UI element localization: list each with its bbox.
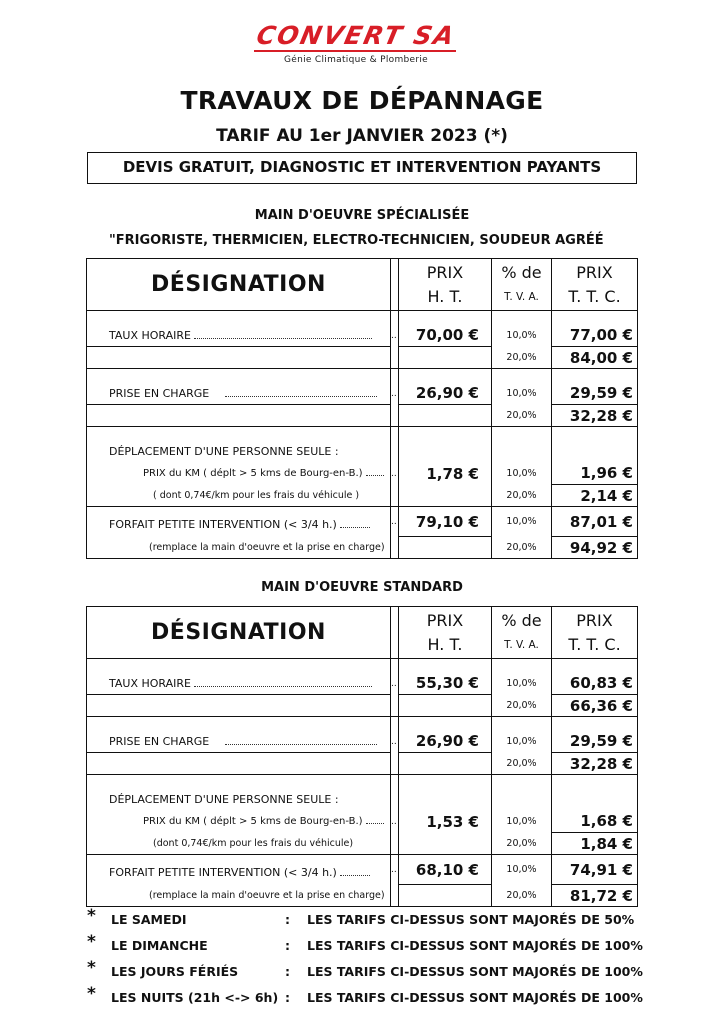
asterisk-icon: * [87,932,96,952]
row-label: FORFAIT PETITE INTERVENTION (< 3/4 h.) [109,866,337,880]
row-sublabel: PRIX du KM ( déplt > 5 kms de Bourg-en-B.) [143,468,363,479]
note-text: LES TARIFS CI-DESSUS SONT MAJORÉS DE 100% [307,938,643,953]
price-ht: 26,90 € [399,383,492,405]
price-ht: 1,78 € [399,463,492,485]
note-text: LES TARIFS CI-DESSUS SONT MAJORÉS DE 100% [307,964,643,979]
pct-header: % de [501,610,542,630]
tva-rate: 20,0% [492,753,552,775]
page-subtitle: TARIF AU 1er JANVIER 2023 (*) [216,126,508,146]
row-note: (remplace la main d'oeuvre et la prise en charge) [87,885,391,907]
row-note: ( dont 0,74€/km pour les frais du véhicule ) [87,485,391,507]
logo-wordmark: CONVERT SA [253,21,459,50]
table-row: PRIX du KM ( déplt > 5 kms de Bourg-en-B.) .. 1,53 € 10,0% 1,68 € [87,811,638,833]
price-ttc: 2,14 € [552,485,638,507]
note-colon: : [285,990,290,1005]
logo-underline [254,50,456,52]
tva-rate: 20,0% [492,405,552,427]
table-row [87,753,638,775]
designation-header: DÉSIGNATION [151,620,326,645]
section2-heading: MAIN D'OEUVRE STANDARD [261,580,463,595]
price-ht: 26,90 € [399,731,492,753]
ttc-header: T. T. C. [568,634,621,654]
note-label: LE SAMEDI [111,912,187,927]
table-row [87,441,638,463]
price-ttc: 77,00 € [552,325,638,347]
row-label: TAUX HORAIRE [109,676,191,690]
note-label: LES JOURS FÉRIÉS [111,964,239,979]
table-row [87,485,638,507]
price-ttc: 94,92 € [552,537,638,559]
tarif-table-standard [86,606,638,907]
page-title: TRAVAUX DE DÉPANNAGE [180,86,544,115]
company-logo [250,22,462,68]
table-row [87,695,638,717]
table-header-row [87,259,638,311]
table-row: FORFAIT PETITE INTERVENTION (< 3/4 h.) .. 79,10 € 10,0% 87,01 € [87,507,638,537]
row-label: DÉPLACEMENT D'UNE PERSONNE SEULE : [87,441,391,463]
price-ttc: 1,84 € [552,833,638,855]
note-colon: : [285,912,290,927]
pct-header: % de [501,262,542,282]
price-ttc: 87,01 € [552,507,638,537]
table-row: TAUX HORAIRE .. 55,30 € 10,0% 60,83 € [87,673,638,695]
table-row: PRISE EN CHARGE .. 26,90 € 10,0% 29,59 € [87,731,638,753]
note-colon: : [285,964,290,979]
tva-rate: 10,0% [492,325,552,347]
tva-rate: 10,0% [492,507,552,537]
table-row: PRIX du KM ( déplt > 5 kms de Bourg-en-B.) .. 1,78 € 10,0% 1,96 € [87,463,638,485]
designation-header: DÉSIGNATION [151,272,326,297]
asterisk-icon: * [87,984,96,1004]
price-ht: 79,10 € [399,507,492,537]
tva-rate: 10,0% [492,731,552,753]
price-ttc: 66,36 € [552,695,638,717]
tva-header: T. V. A. [504,638,539,651]
note-text: LES TARIFS CI-DESSUS SONT MAJORÉS DE 50% [307,912,635,927]
logo-tagline: Génie Climatique & Plomberie [284,55,428,65]
note-label: LES NUITS (21h <-> 6h) [111,990,279,1005]
tva-header: T. V. A. [504,290,539,303]
prix-ttc-header: PRIX [576,262,613,282]
section1-heading: MAIN D'OEUVRE SPÉCIALISÉE [254,208,470,223]
tva-rate: 10,0% [492,673,552,695]
price-ttc: 84,00 € [552,347,638,369]
row-label: TAUX HORAIRE [109,328,191,342]
price-ht: 68,10 € [399,855,492,885]
section1-subheading: "FRIGORISTE, THERMICIEN, ELECTRO-TECHNICIEN, SOUDEUR AGRÉÉ [109,233,604,248]
tva-rate: 10,0% [492,383,552,405]
row-note: (dont 0,74€/km pour les frais du véhicule) [87,833,391,855]
price-ttc: 32,28 € [552,753,638,775]
banner-box: DEVIS GRATUIT, DIAGNOSTIC ET INTERVENTION PAYANTS [87,152,637,184]
table-row [87,537,638,559]
tva-rate: 20,0% [492,833,552,855]
row-label: DÉPLACEMENT D'UNE PERSONNE SEULE : [87,789,391,811]
note-colon: : [285,938,290,953]
ttc-header: T. T. C. [568,286,621,306]
row-note: (remplace la main d'oeuvre et la prise en charge) [87,537,391,559]
price-ttc: 81,72 € [552,885,638,907]
price-ttc: 32,28 € [552,405,638,427]
prix-ttc-header: PRIX [576,610,613,630]
price-ht: 1,53 € [399,811,492,833]
price-ttc: 74,91 € [552,855,638,885]
price-ttc: 60,83 € [552,673,638,695]
asterisk-icon: * [87,906,96,926]
price-ht: 55,30 € [399,673,492,695]
tva-rate: 10,0% [492,463,552,485]
price-ttc: 1,68 € [552,811,638,833]
prix-ht-header: PRIX [426,610,464,630]
table-row [87,405,638,427]
table-row: FORFAIT PETITE INTERVENTION (< 3/4 h.) .. 68,10 € 10,0% 74,91 € [87,855,638,885]
price-ht: 70,00 € [399,325,492,347]
tva-rate: 20,0% [492,347,552,369]
asterisk-icon: * [87,958,96,978]
note-label: LE DIMANCHE [111,938,208,953]
row-label: PRISE EN CHARGE [109,386,210,400]
table-row [87,885,638,907]
table-row: TAUX HORAIRE .. 70,00 € 10,0% 77,00 € [87,325,638,347]
ht-header: H. T. [427,286,463,306]
prix-ht-header: PRIX [426,262,464,282]
table-header-row [87,607,638,659]
tva-rate: 20,0% [492,885,552,907]
tva-rate: 20,0% [492,537,552,559]
table-row [87,833,638,855]
row-label: FORFAIT PETITE INTERVENTION (< 3/4 h.) [109,518,337,532]
table-row: PRISE EN CHARGE .. 26,90 € 10,0% 29,59 € [87,383,638,405]
price-ttc: 1,96 € [552,463,638,485]
price-ttc: 29,59 € [552,731,638,753]
note-text: LES TARIFS CI-DESSUS SONT MAJORÉS DE 100% [307,990,643,1005]
tva-rate: 10,0% [492,811,552,833]
tva-rate: 20,0% [492,695,552,717]
row-sublabel: PRIX du KM ( déplt > 5 kms de Bourg-en-B.) [143,816,363,827]
table-row [87,789,638,811]
ht-header: H. T. [427,634,463,654]
tva-rate: 10,0% [492,855,552,885]
table-row [87,347,638,369]
tarif-table-specialisee [86,258,638,559]
price-ttc: 29,59 € [552,383,638,405]
row-label: PRISE EN CHARGE [109,734,210,748]
tva-rate: 20,0% [492,485,552,507]
